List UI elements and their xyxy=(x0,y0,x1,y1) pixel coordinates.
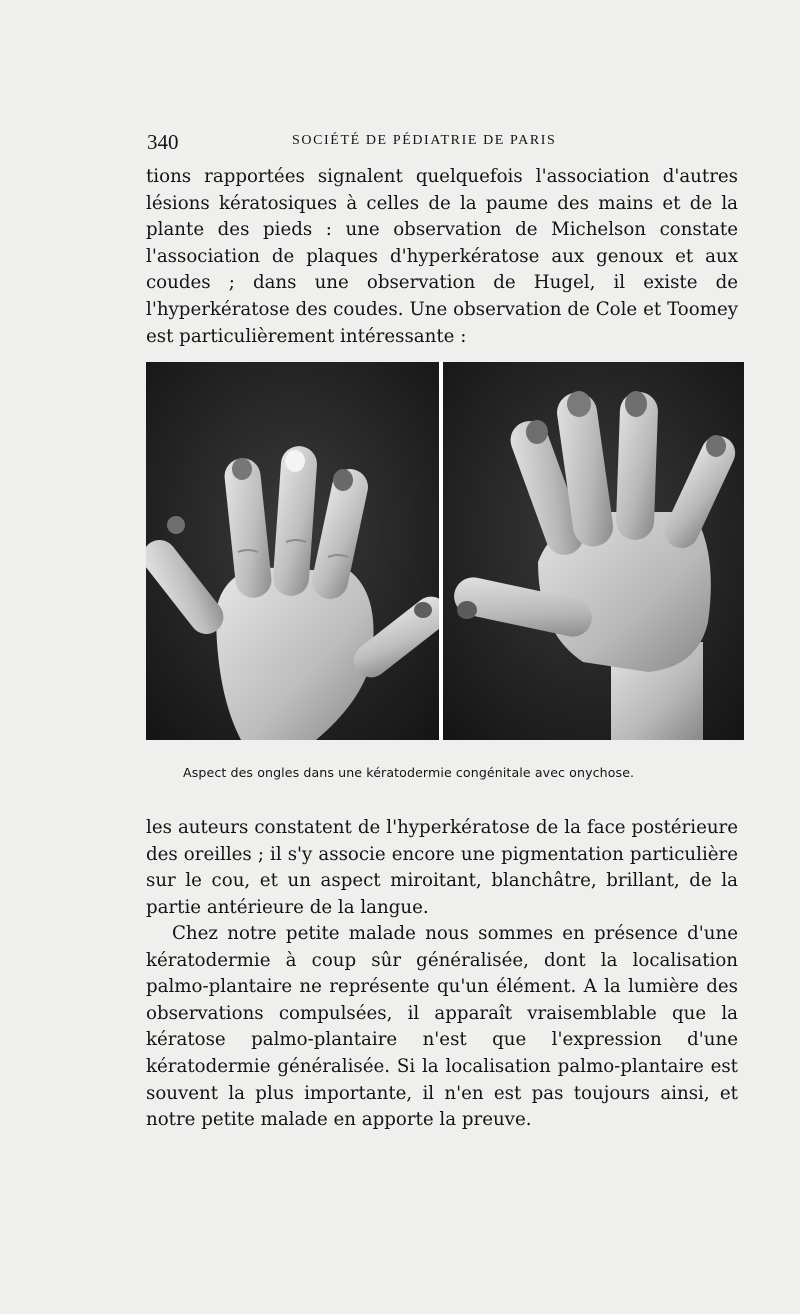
page-number: 340 xyxy=(147,130,179,154)
hand-photo-right xyxy=(443,362,744,740)
hand-photo-left xyxy=(146,362,439,740)
figure-caption: Aspect des ongles dans une kératodermie congénitale avec onychose. xyxy=(183,765,635,780)
paragraph-2: les auteurs constatent de l'hyperkératose de la face postérieure des oreilles ; il s'y associe encore une pigmentation particulière sur le cou, et un aspect miroitant, blanchâtre, brillant, de la partie antérieure de la langue. xyxy=(146,817,738,918)
running-head: SOCIÉTÉ DE PÉDIATRIE DE PARIS xyxy=(292,133,557,148)
figure xyxy=(146,362,744,740)
paragraph-1: tions rapportées signalent quelquefois l'association d'autres lésions kératosiques à celles de la paume des mains et de la plante des pieds : une observation de Michelson constate l'association de plaques d'hyperkératose aux genoux et aux coudes ; dans une observation de Hugel, il existe de l'hyperkératose des coudes. Une observation de Cole et Toomey est particulièrement intéressante : xyxy=(146,166,738,347)
paragraph-3: Chez notre petite malade nous sommes en présence d'une kératodermie à coup sûr généralisée, dont la localisation palmo-plantaire ne représente qu'un élément. A la lumière des observations compulsées, il apparaît vraisemblable que la kératose palmo-plantaire n'est que l'expression d'une kératodermie généralisée. Si la localisation palmo-plantaire est souvent la plus importante, il n'en est pas toujours ainsi, et notre petite malade en apporte la preuve. xyxy=(146,923,738,1131)
